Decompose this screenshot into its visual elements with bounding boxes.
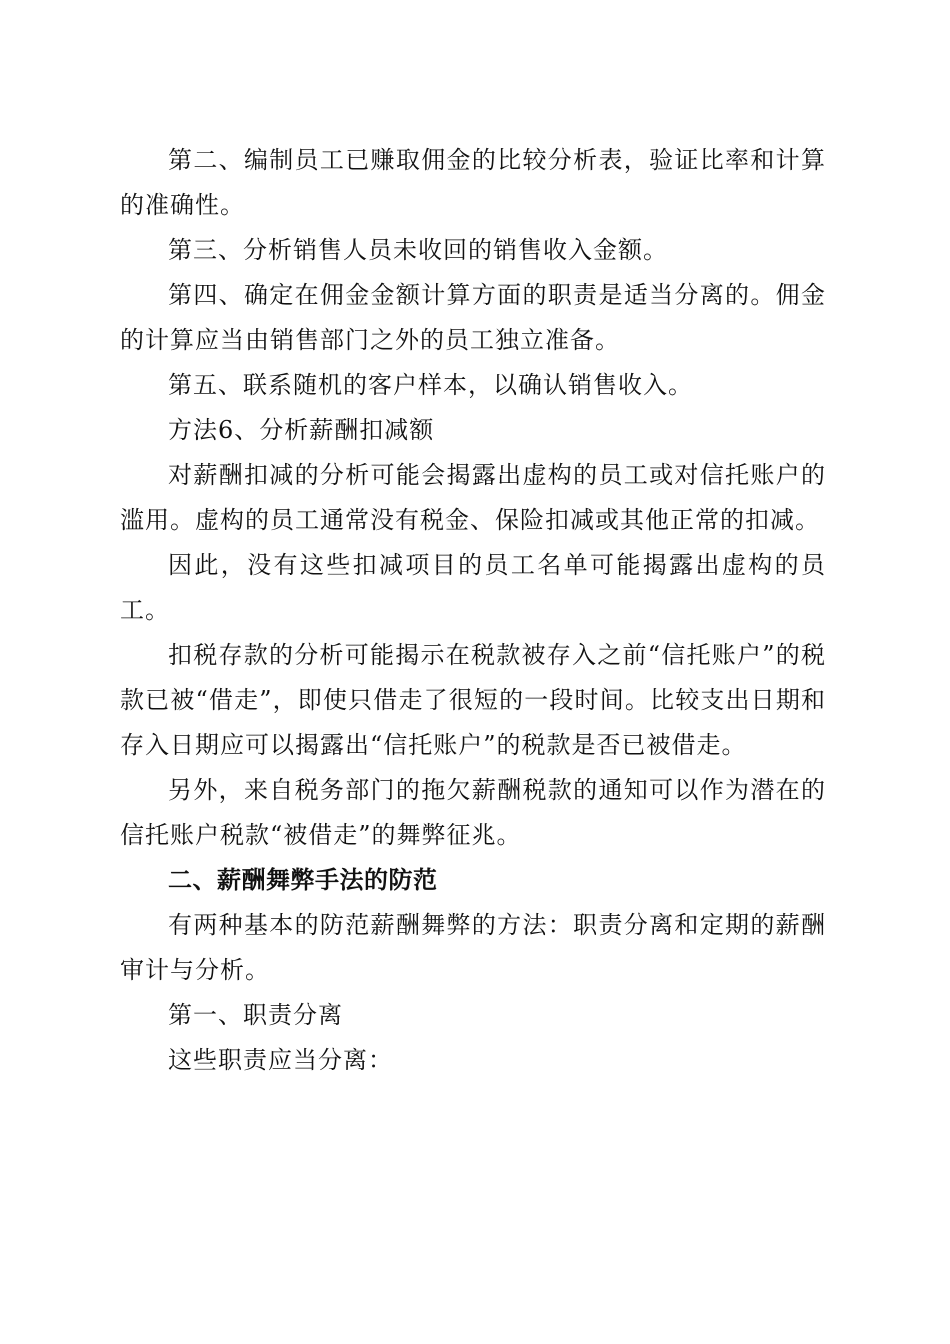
paragraph-first-separation: 第一、职责分离 [168, 1001, 343, 1029]
paragraph-deduction-analysis: 对薪酬扣减的分析可能会揭露出虚构的员工或对信托账户的滥用。虚构的员工通常没有税金、保险扣减或其他正常的扣减。 [120, 461, 826, 534]
paragraph-duties-intro: 这些职责应当分离： [168, 1046, 393, 1074]
paragraph-tax-deposit-analysis: 扣税存款的分析可能揭示在税款被存入之前“信托账户”的税款已被“借走”，即使只借走了很短的一段时间。比较支出日期和存入日期应可以揭露出“信托账户”的税款是否已被借走。 [120, 641, 826, 759]
section-heading-prevention: 二、薪酬舞弊手法的防范 [168, 866, 438, 894]
paragraph-duty-separation-commission: 第四、确定在佣金金额计算方面的职责是适当分离的。佣金的计算应当由销售部门之外的员工独立准备。 [120, 281, 826, 354]
paragraph-contact-customers: 第五、联系随机的客户样本，以确认销售收入。 [168, 371, 693, 399]
paragraph-commission-comparison: 第二、编制员工已赚取佣金的比较分析表，验证比率和计算的准确性。 [120, 146, 826, 219]
paragraph-uncollected-sales: 第三、分析销售人员未收回的销售收入金额。 [168, 236, 668, 264]
document-body [120, 138, 826, 1083]
paragraph-method-6-title: 方法6、分析薪酬扣减额 [168, 416, 435, 444]
paragraph-tax-notice: 另外，来自税务部门的拖欠薪酬税款的通知可以作为潜在的信托账户税款“被借走”的舞弊征兆。 [120, 776, 826, 849]
paragraph-two-methods: 有两种基本的防范薪酬舞弊的方法：职责分离和定期的薪酬审计与分析。 [120, 911, 826, 984]
paragraph-employee-list: 因此，没有这些扣减项目的员工名单可能揭露出虚构的员工。 [120, 551, 826, 624]
